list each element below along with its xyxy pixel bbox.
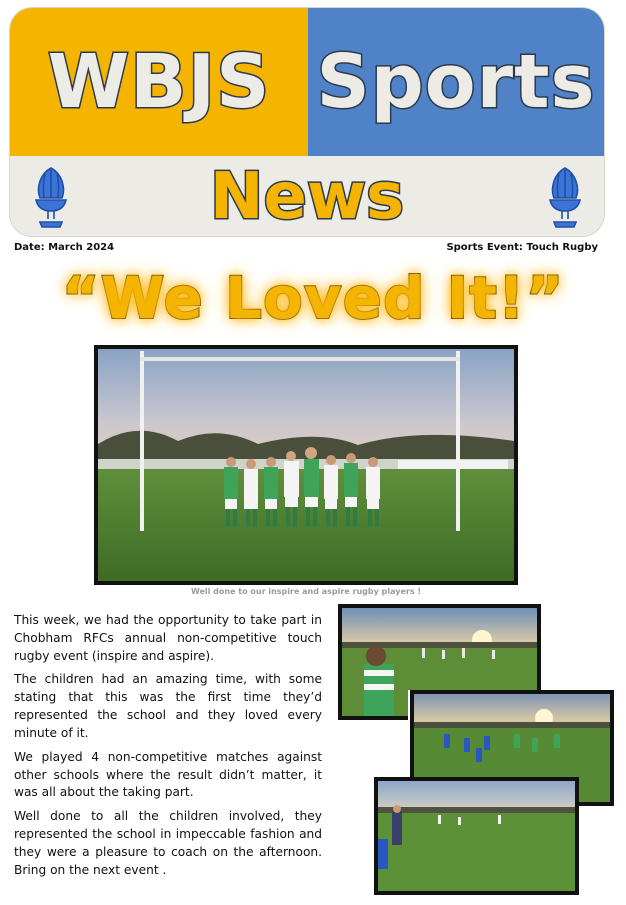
photo-caption: Well done to our inspire and aspire rugby players ! xyxy=(190,587,422,596)
match-photo-3 xyxy=(374,777,579,895)
masthead-yellow-panel xyxy=(10,8,308,156)
acorn-crest-icon xyxy=(30,164,72,230)
acorn-crest-icon xyxy=(544,164,586,230)
info-line xyxy=(14,242,598,253)
masthead-title-sports: Sports xyxy=(316,39,596,125)
headline xyxy=(0,262,626,334)
headline-text: “We Loved It!” xyxy=(61,264,565,332)
masthead-blue-panel xyxy=(308,8,604,156)
masthead-news-band xyxy=(10,158,604,236)
article-paragraph: Well done to all the children involved, they represented the school in impeccable fashion and they were a pleasure to coach on the afternoon. Bring on the next event . xyxy=(14,809,322,877)
masthead-title-wbjs: WBJS xyxy=(47,39,271,125)
masthead xyxy=(10,8,604,236)
team-photo xyxy=(94,345,518,585)
article-paragraph: This week, we had the opportunity to take part in Chobham RFCs annual non-competitive touch rugby event (inspire and aspire). xyxy=(14,613,322,663)
article-paragraph: We played 4 non-competitive matches against other schools where the result didn’t matter, it was all about the taking part. xyxy=(14,749,322,800)
article-body xyxy=(14,612,322,885)
issue-date: Date: March 2024 xyxy=(14,242,115,253)
masthead-title-news: News xyxy=(209,160,405,234)
article-paragraph: The children had an amazing time, with some stating that this was the first time they’d represented the school and they loved every minute of it. xyxy=(14,672,322,740)
sports-event: Sports Event: Touch Rugby xyxy=(446,242,598,253)
